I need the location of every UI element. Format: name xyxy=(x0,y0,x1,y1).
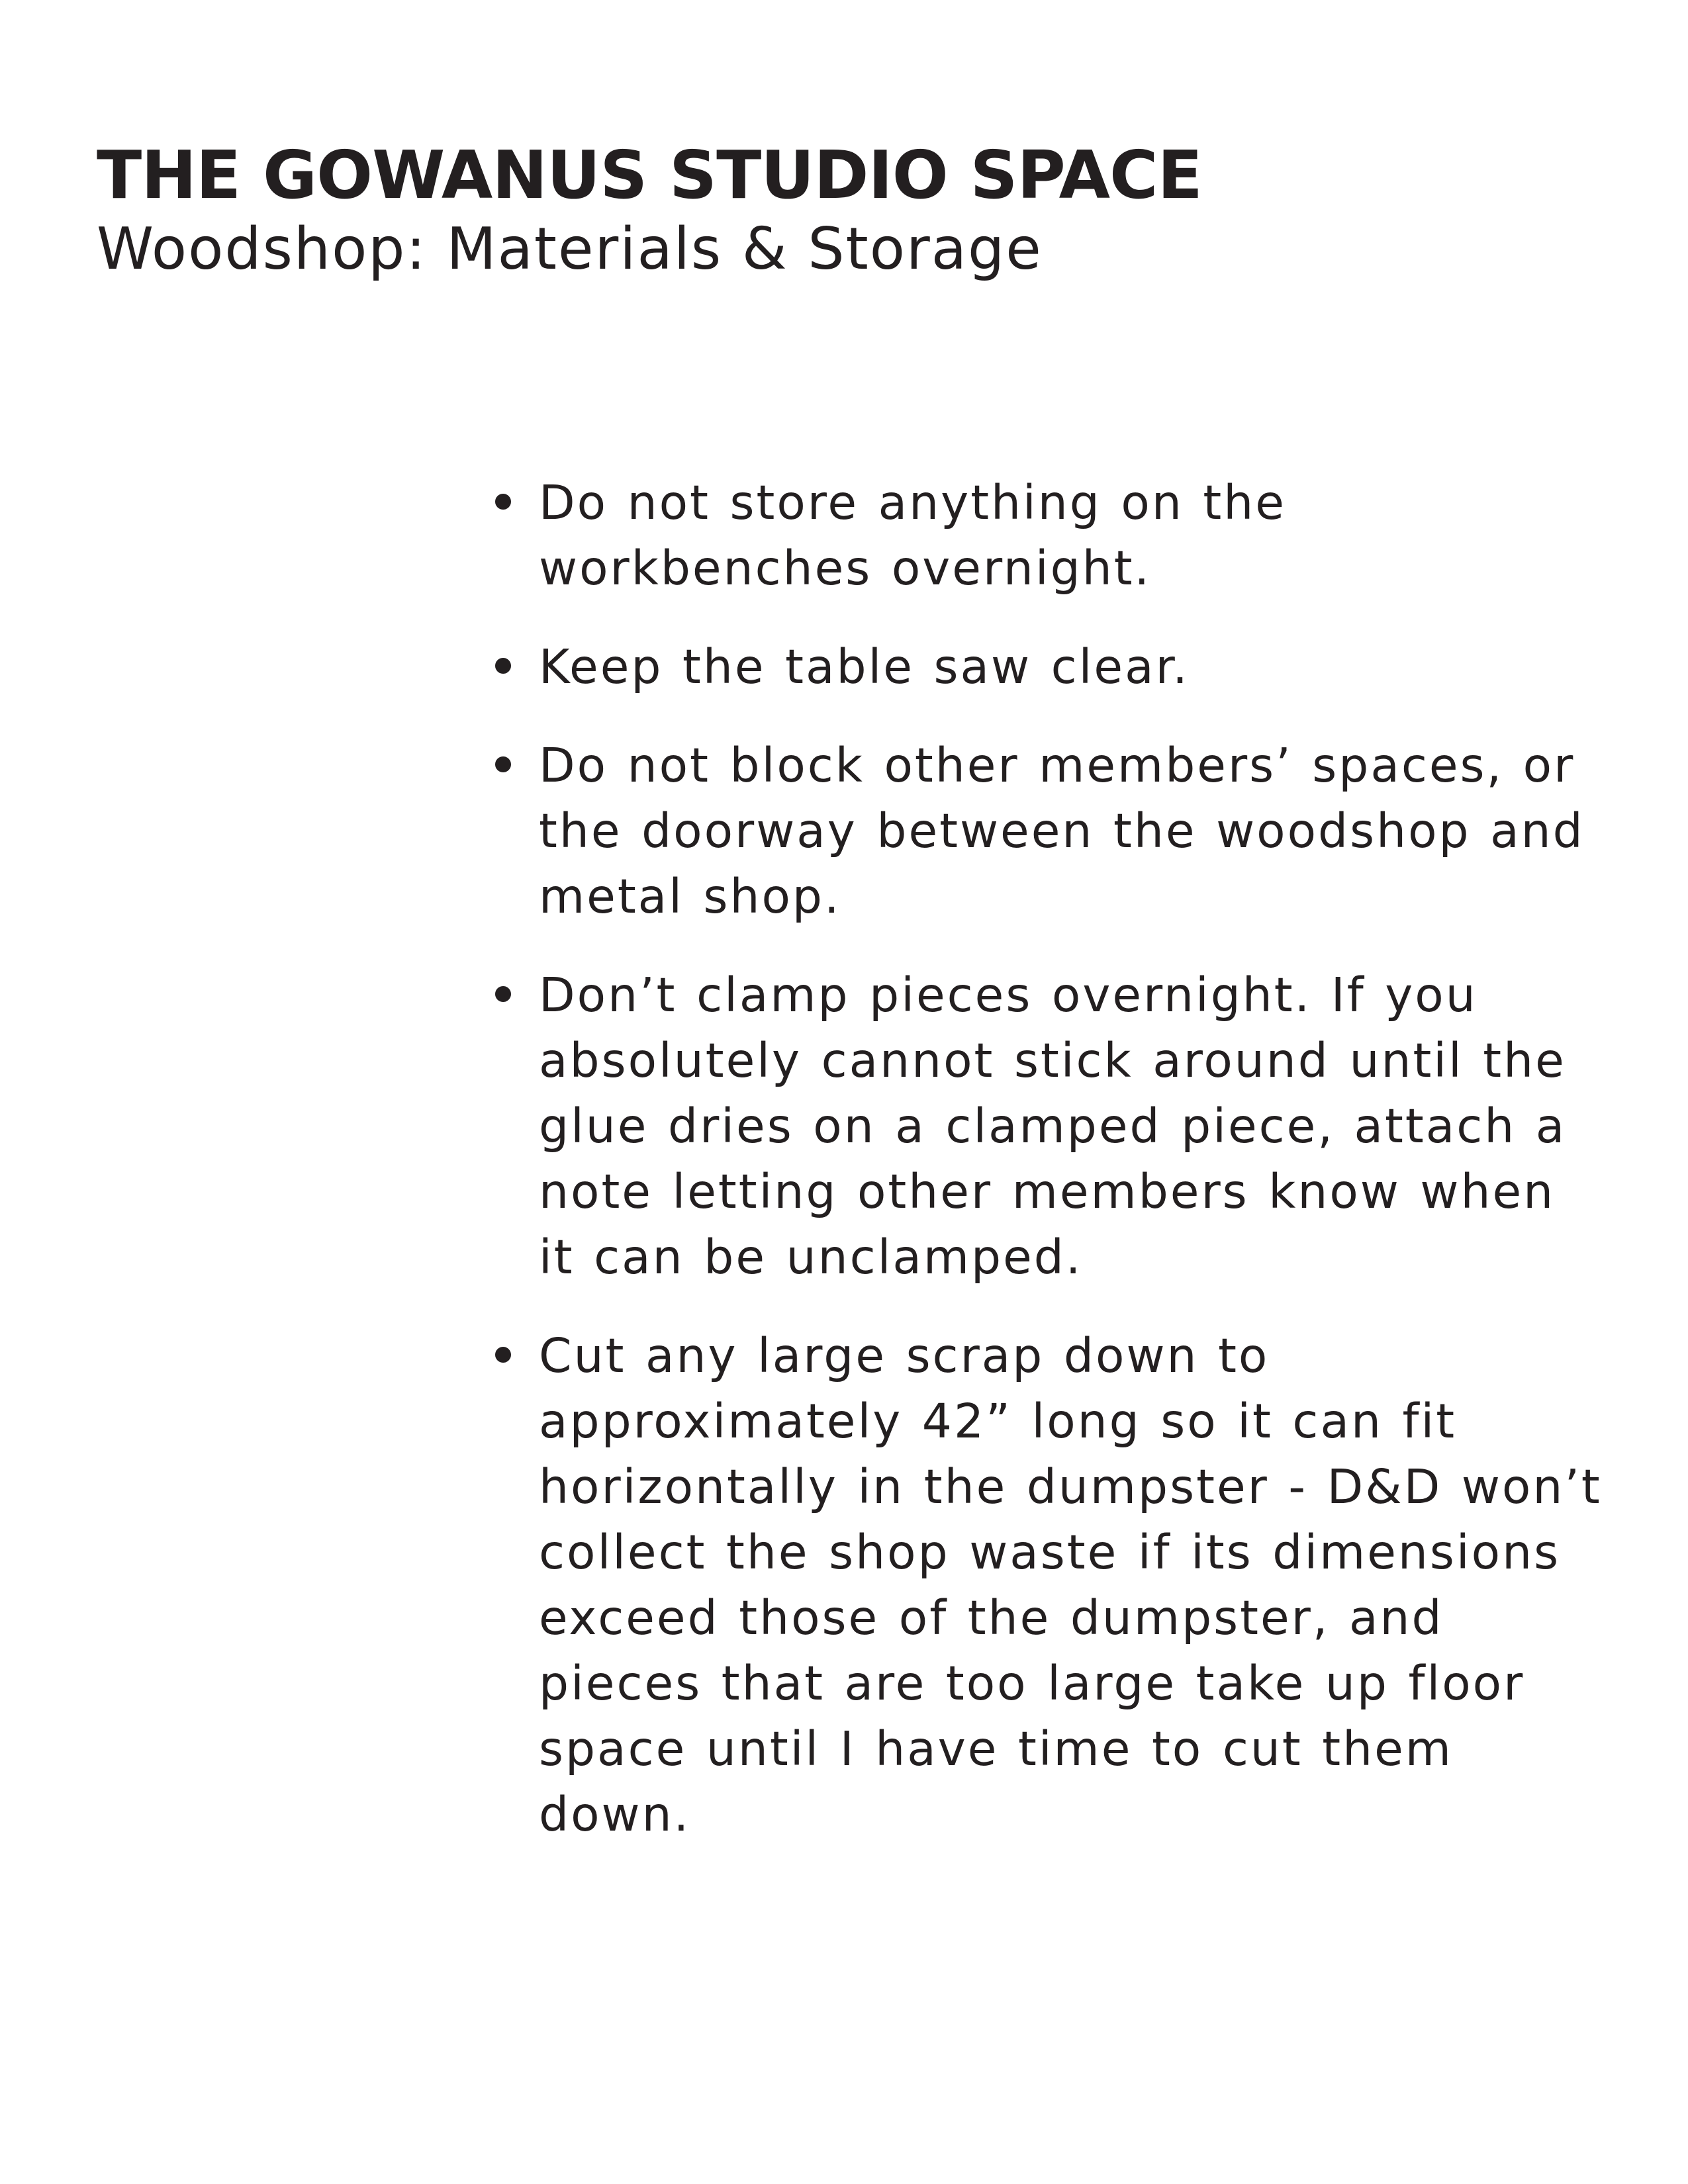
page-header xyxy=(97,136,1553,283)
bullet-icon xyxy=(495,494,511,510)
bullet-icon xyxy=(495,1347,511,1363)
page-title: THE GOWANUS STUDIO SPACE xyxy=(97,136,1202,214)
bullet-icon xyxy=(495,658,511,674)
bullet-icon xyxy=(495,756,511,772)
rules-list xyxy=(491,470,1603,1880)
list-item xyxy=(491,634,1603,700)
rule-text: Keep the table saw clear. xyxy=(539,639,1190,694)
rule-text: Cut any large scrap down to approximately 42” long so it can fit horizontally in the dumpster - D&D won’t collect the shop waste if its dimensions exceed those of the dumpster, and pieces that are too large take up floor space until I have time to cut them down. xyxy=(539,1328,1602,1842)
list-item xyxy=(491,1323,1603,1847)
bullet-icon xyxy=(495,986,511,1002)
list-item xyxy=(491,733,1603,929)
page-subtitle: Woodshop: Materials & Storage xyxy=(97,215,1043,283)
rule-text: Do not store anything on the workbenches overnight. xyxy=(539,475,1286,596)
list-item xyxy=(491,470,1603,601)
list-item xyxy=(491,962,1603,1290)
rule-text: Don’t clamp pieces overnight. If you absolutely cannot stick around until the glue dries on a clamped piece, attach a note letting other members know when it can be unclamped. xyxy=(539,968,1567,1285)
rule-text: Do not block other members’ spaces, or the doorway between the woodshop and metal shop. xyxy=(539,738,1585,924)
